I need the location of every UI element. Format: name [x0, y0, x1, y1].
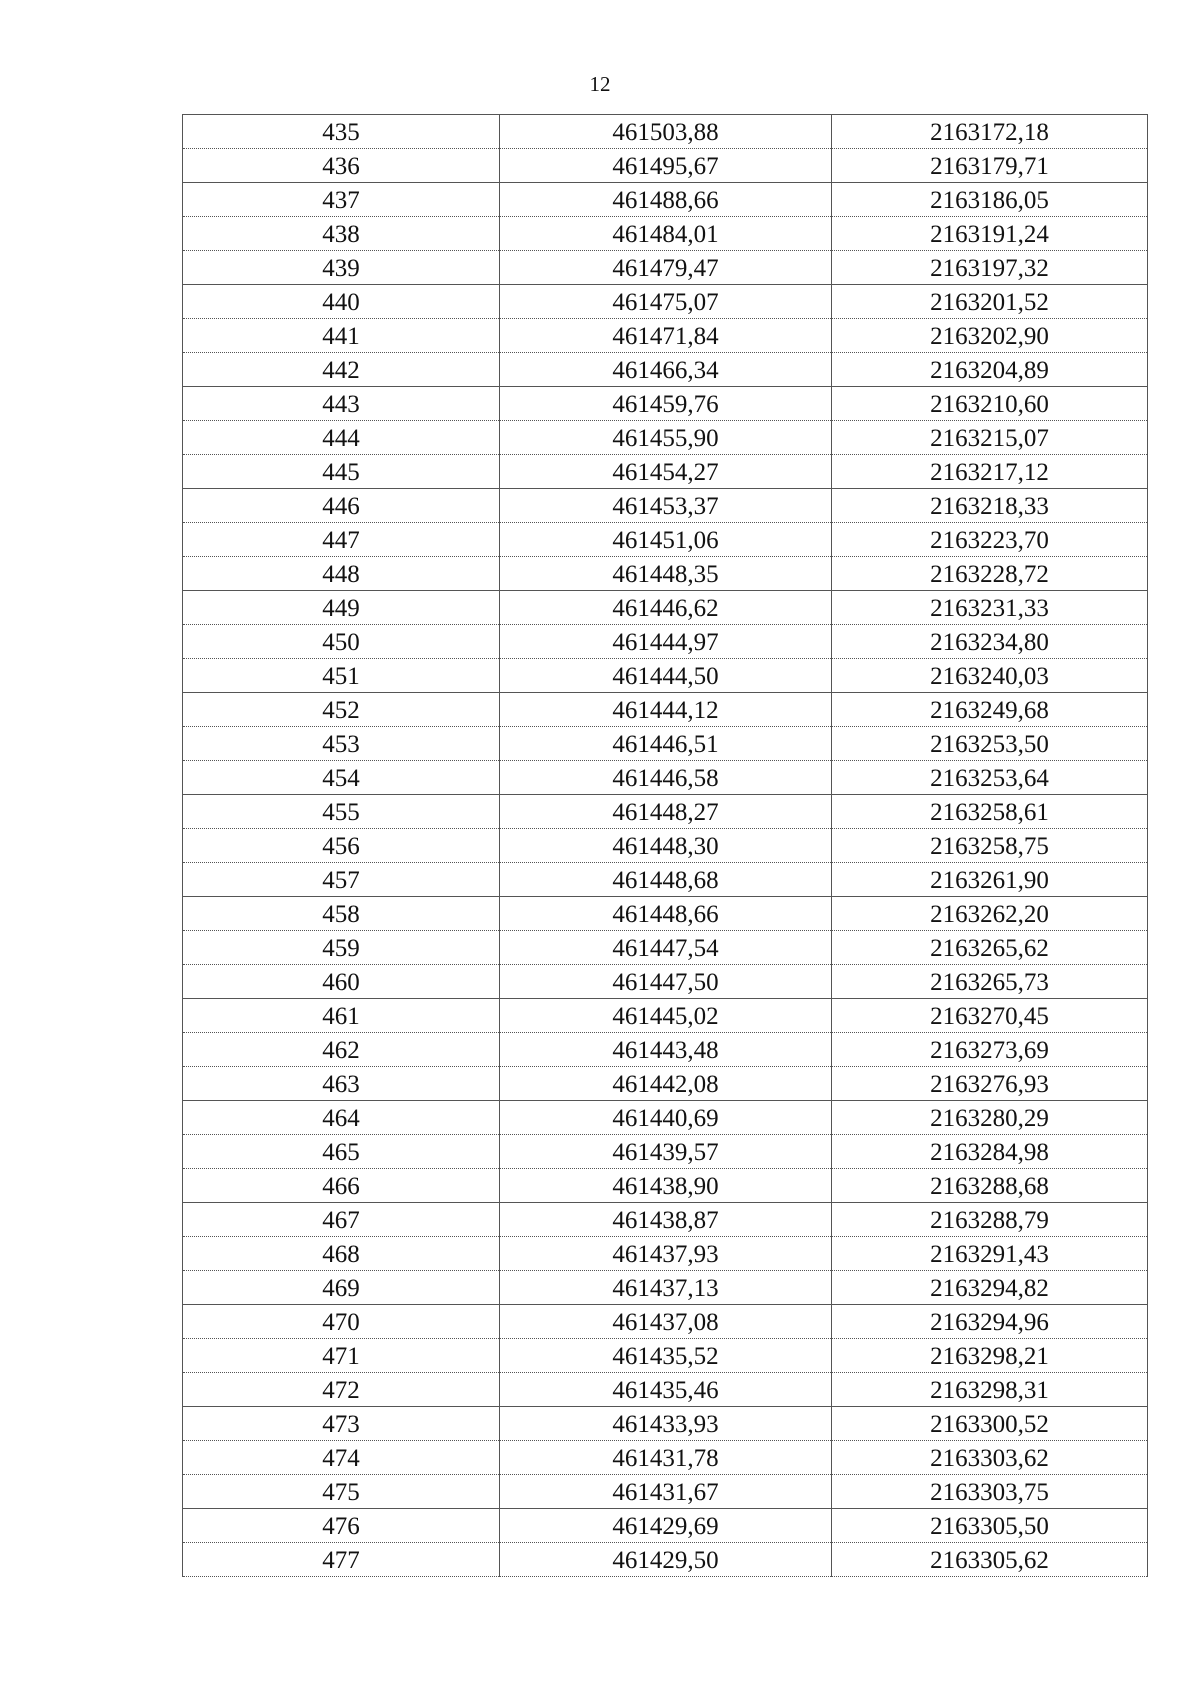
- point-number-cell: 449: [183, 591, 500, 625]
- table-row: [183, 455, 1148, 489]
- x-coordinate-cell: 461447,50: [500, 965, 832, 999]
- x-coordinate-cell: 461495,67: [500, 149, 832, 183]
- y-coordinate-cell: 2163288,79: [832, 1203, 1148, 1237]
- x-coordinate-cell: 461439,57: [500, 1135, 832, 1169]
- y-coordinate-cell: 2163210,60: [832, 387, 1148, 421]
- x-coordinate-cell: 461429,69: [500, 1509, 832, 1543]
- point-number-cell: 460: [183, 965, 500, 999]
- point-number-cell: 438: [183, 217, 500, 251]
- table-row: [183, 1339, 1148, 1373]
- point-number-cell: 443: [183, 387, 500, 421]
- table-row: [183, 149, 1148, 183]
- x-coordinate-cell: 461438,90: [500, 1169, 832, 1203]
- x-coordinate-cell: 461429,50: [500, 1543, 832, 1577]
- x-coordinate-cell: 461444,97: [500, 625, 832, 659]
- x-coordinate-cell: 461440,69: [500, 1101, 832, 1135]
- point-number-cell: 466: [183, 1169, 500, 1203]
- x-coordinate-cell: 461446,58: [500, 761, 832, 795]
- x-coordinate-cell: 461466,34: [500, 353, 832, 387]
- point-number-cell: 448: [183, 557, 500, 591]
- y-coordinate-cell: 2163253,64: [832, 761, 1148, 795]
- table-row: [183, 1237, 1148, 1271]
- y-coordinate-cell: 2163273,69: [832, 1033, 1148, 1067]
- x-coordinate-cell: 461435,52: [500, 1339, 832, 1373]
- point-number-cell: 474: [183, 1441, 500, 1475]
- y-coordinate-cell: 2163258,75: [832, 829, 1148, 863]
- point-number-cell: 445: [183, 455, 500, 489]
- x-coordinate-cell: 461431,78: [500, 1441, 832, 1475]
- table-row: [183, 727, 1148, 761]
- table-row: [183, 1169, 1148, 1203]
- y-coordinate-cell: 2163228,72: [832, 557, 1148, 591]
- y-coordinate-cell: 2163280,29: [832, 1101, 1148, 1135]
- y-coordinate-cell: 2163217,12: [832, 455, 1148, 489]
- x-coordinate-cell: 461454,27: [500, 455, 832, 489]
- table-row: [183, 1033, 1148, 1067]
- x-coordinate-cell: 461445,02: [500, 999, 832, 1033]
- x-coordinate-cell: 461443,48: [500, 1033, 832, 1067]
- table-row: [183, 1373, 1148, 1407]
- table-row: [183, 1475, 1148, 1509]
- y-coordinate-cell: 2163284,98: [832, 1135, 1148, 1169]
- table-row: [183, 523, 1148, 557]
- x-coordinate-cell: 461437,93: [500, 1237, 832, 1271]
- table-row: [183, 1441, 1148, 1475]
- table-row: [183, 591, 1148, 625]
- y-coordinate-cell: 2163215,07: [832, 421, 1148, 455]
- table-row: [183, 1509, 1148, 1543]
- x-coordinate-cell: 461431,67: [500, 1475, 832, 1509]
- y-coordinate-cell: 2163261,90: [832, 863, 1148, 897]
- y-coordinate-cell: 2163223,70: [832, 523, 1148, 557]
- table-row: [183, 387, 1148, 421]
- table-row: [183, 897, 1148, 931]
- x-coordinate-cell: 461438,87: [500, 1203, 832, 1237]
- table-row: [183, 353, 1148, 387]
- x-coordinate-cell: 461446,62: [500, 591, 832, 625]
- point-number-cell: 439: [183, 251, 500, 285]
- point-number-cell: 476: [183, 1509, 500, 1543]
- y-coordinate-cell: 2163191,24: [832, 217, 1148, 251]
- y-coordinate-cell: 2163197,32: [832, 251, 1148, 285]
- y-coordinate-cell: 2163288,68: [832, 1169, 1148, 1203]
- y-coordinate-cell: 2163300,52: [832, 1407, 1148, 1441]
- y-coordinate-cell: 2163305,50: [832, 1509, 1148, 1543]
- table-row: [183, 625, 1148, 659]
- y-coordinate-cell: 2163202,90: [832, 319, 1148, 353]
- x-coordinate-cell: 461475,07: [500, 285, 832, 319]
- x-coordinate-cell: 461437,08: [500, 1305, 832, 1339]
- point-number-cell: 435: [183, 115, 500, 149]
- page-number: 12: [589, 72, 611, 96]
- x-coordinate-cell: 461484,01: [500, 217, 832, 251]
- point-number-cell: 475: [183, 1475, 500, 1509]
- point-number-cell: 461: [183, 999, 500, 1033]
- y-coordinate-cell: 2163240,03: [832, 659, 1148, 693]
- table-row: [183, 931, 1148, 965]
- point-number-cell: 446: [183, 489, 500, 523]
- table-row: [183, 217, 1148, 251]
- y-coordinate-cell: 2163172,18: [832, 115, 1148, 149]
- x-coordinate-cell: 461448,35: [500, 557, 832, 591]
- y-coordinate-cell: 2163276,93: [832, 1067, 1148, 1101]
- point-number-cell: 452: [183, 693, 500, 727]
- table-row: [183, 285, 1148, 319]
- x-coordinate-cell: 461444,50: [500, 659, 832, 693]
- table-row: [183, 251, 1148, 285]
- x-coordinate-cell: 461448,68: [500, 863, 832, 897]
- x-coordinate-cell: 461444,12: [500, 693, 832, 727]
- point-number-cell: 456: [183, 829, 500, 863]
- point-number-cell: 470: [183, 1305, 500, 1339]
- y-coordinate-cell: 2163265,73: [832, 965, 1148, 999]
- point-number-cell: 453: [183, 727, 500, 761]
- table-row: [183, 863, 1148, 897]
- table-row: [183, 829, 1148, 863]
- table-row: [183, 1271, 1148, 1305]
- table-row: [183, 421, 1148, 455]
- point-number-cell: 440: [183, 285, 500, 319]
- x-coordinate-cell: 461471,84: [500, 319, 832, 353]
- table-row: [183, 1407, 1148, 1441]
- point-number-cell: 459: [183, 931, 500, 965]
- point-number-cell: 436: [183, 149, 500, 183]
- y-coordinate-cell: 2163249,68: [832, 693, 1148, 727]
- point-number-cell: 442: [183, 353, 500, 387]
- point-number-cell: 458: [183, 897, 500, 931]
- y-coordinate-cell: 2163201,52: [832, 285, 1148, 319]
- x-coordinate-cell: 461448,66: [500, 897, 832, 931]
- x-coordinate-cell: 461446,51: [500, 727, 832, 761]
- table-row: [183, 761, 1148, 795]
- y-coordinate-cell: 2163294,82: [832, 1271, 1148, 1305]
- x-coordinate-cell: 461503,88: [500, 115, 832, 149]
- x-coordinate-cell: 461453,37: [500, 489, 832, 523]
- table-row: [183, 999, 1148, 1033]
- point-number-cell: 451: [183, 659, 500, 693]
- x-coordinate-cell: 461455,90: [500, 421, 832, 455]
- point-number-cell: 467: [183, 1203, 500, 1237]
- x-coordinate-cell: 461448,30: [500, 829, 832, 863]
- point-number-cell: 465: [183, 1135, 500, 1169]
- x-coordinate-cell: 461479,47: [500, 251, 832, 285]
- x-coordinate-cell: 461442,08: [500, 1067, 832, 1101]
- y-coordinate-cell: 2163270,45: [832, 999, 1148, 1033]
- y-coordinate-cell: 2163298,31: [832, 1373, 1148, 1407]
- y-coordinate-cell: 2163231,33: [832, 591, 1148, 625]
- table-row: [183, 1543, 1148, 1577]
- y-coordinate-cell: 2163262,20: [832, 897, 1148, 931]
- y-coordinate-cell: 2163258,61: [832, 795, 1148, 829]
- table-row: [183, 183, 1148, 217]
- point-number-cell: 444: [183, 421, 500, 455]
- point-number-cell: 462: [183, 1033, 500, 1067]
- y-coordinate-cell: 2163234,80: [832, 625, 1148, 659]
- x-coordinate-cell: 461437,13: [500, 1271, 832, 1305]
- point-number-cell: 455: [183, 795, 500, 829]
- y-coordinate-cell: 2163179,71: [832, 149, 1148, 183]
- point-number-cell: 437: [183, 183, 500, 217]
- coordinates-table-body: [183, 115, 1148, 1577]
- x-coordinate-cell: 461433,93: [500, 1407, 832, 1441]
- point-number-cell: 473: [183, 1407, 500, 1441]
- table-row: [183, 965, 1148, 999]
- x-coordinate-cell: 461447,54: [500, 931, 832, 965]
- x-coordinate-cell: 461488,66: [500, 183, 832, 217]
- y-coordinate-cell: 2163291,43: [832, 1237, 1148, 1271]
- y-coordinate-cell: 2163265,62: [832, 931, 1148, 965]
- y-coordinate-cell: 2163303,62: [832, 1441, 1148, 1475]
- table-row: [183, 557, 1148, 591]
- table-row: [183, 319, 1148, 353]
- point-number-cell: 463: [183, 1067, 500, 1101]
- x-coordinate-cell: 461448,27: [500, 795, 832, 829]
- table-row: [183, 1135, 1148, 1169]
- table-row: [183, 489, 1148, 523]
- table-row: [183, 659, 1148, 693]
- point-number-cell: 468: [183, 1237, 500, 1271]
- x-coordinate-cell: 461451,06: [500, 523, 832, 557]
- y-coordinate-cell: 2163303,75: [832, 1475, 1148, 1509]
- y-coordinate-cell: 2163298,21: [832, 1339, 1148, 1373]
- point-number-cell: 441: [183, 319, 500, 353]
- y-coordinate-cell: 2163305,62: [832, 1543, 1148, 1577]
- point-number-cell: 471: [183, 1339, 500, 1373]
- table-row: [183, 115, 1148, 149]
- x-coordinate-cell: 461459,76: [500, 387, 832, 421]
- y-coordinate-cell: 2163186,05: [832, 183, 1148, 217]
- table-row: [183, 1305, 1148, 1339]
- y-coordinate-cell: 2163294,96: [832, 1305, 1148, 1339]
- point-number-cell: 450: [183, 625, 500, 659]
- point-number-cell: 477: [183, 1543, 500, 1577]
- table-row: [183, 1101, 1148, 1135]
- point-number-cell: 447: [183, 523, 500, 557]
- y-coordinate-cell: 2163218,33: [832, 489, 1148, 523]
- point-number-cell: 454: [183, 761, 500, 795]
- point-number-cell: 472: [183, 1373, 500, 1407]
- table-row: [183, 1067, 1148, 1101]
- table-row: [183, 1203, 1148, 1237]
- table-row: [183, 693, 1148, 727]
- point-number-cell: 469: [183, 1271, 500, 1305]
- point-number-cell: 464: [183, 1101, 500, 1135]
- y-coordinate-cell: 2163204,89: [832, 353, 1148, 387]
- coordinates-table: [182, 114, 1148, 1577]
- y-coordinate-cell: 2163253,50: [832, 727, 1148, 761]
- point-number-cell: 457: [183, 863, 500, 897]
- x-coordinate-cell: 461435,46: [500, 1373, 832, 1407]
- table-row: [183, 795, 1148, 829]
